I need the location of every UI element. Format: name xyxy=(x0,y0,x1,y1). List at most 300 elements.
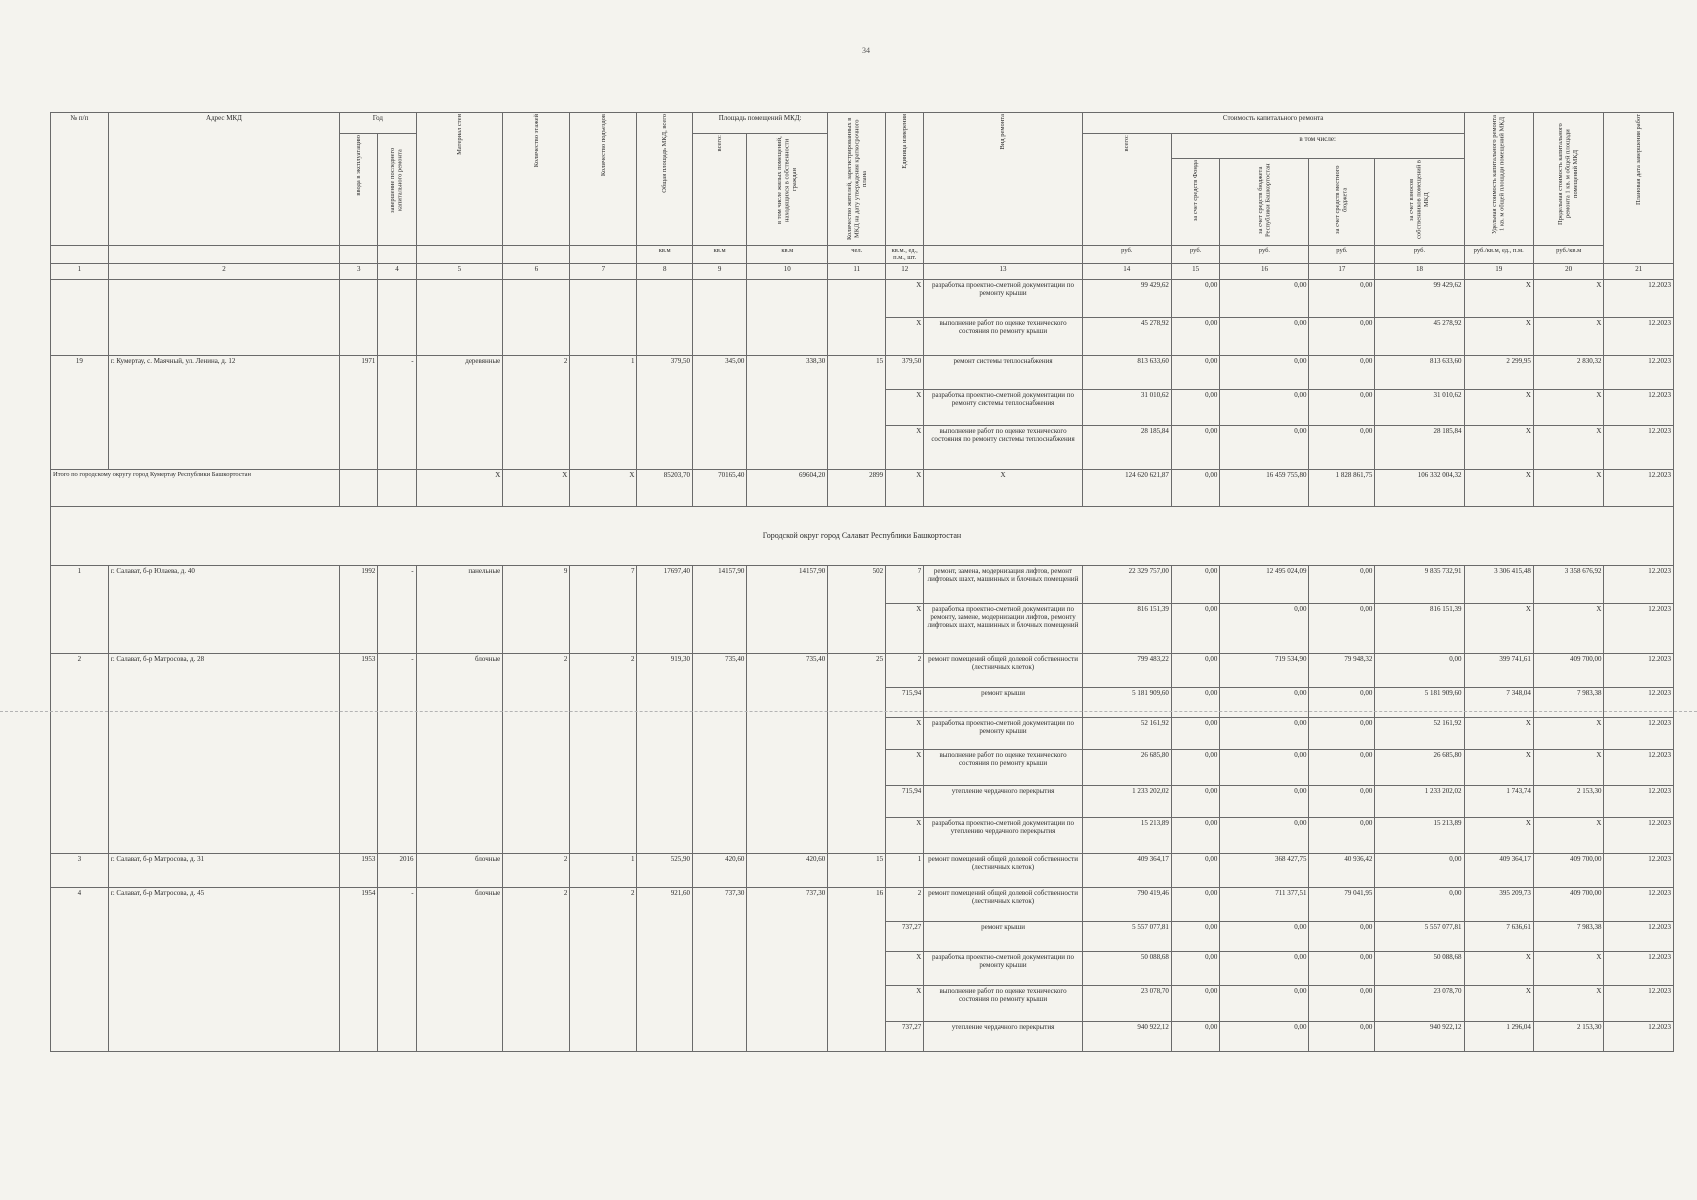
cost-budget-rb: 368 427,75 xyxy=(1220,853,1309,887)
year-last-repair: - xyxy=(378,355,416,469)
year-commissioning: 1992 xyxy=(340,565,378,653)
cost-owners: 28 185,84 xyxy=(1375,425,1464,469)
unit-cell: кв.м., ед., п.м., шт. xyxy=(886,246,924,264)
max-cost: X xyxy=(1533,985,1604,1021)
unit-value: 2 xyxy=(886,653,924,687)
header-premises-residential xyxy=(747,134,828,246)
header-planned-date xyxy=(1604,113,1674,264)
total-residential-area: 69604,20 xyxy=(747,469,828,506)
cost-total: 813 633,60 xyxy=(1082,355,1171,389)
cost-budget-local: 0,00 xyxy=(1309,565,1375,603)
wall-material: деревянные xyxy=(416,355,503,469)
cost-total: 790 419,46 xyxy=(1082,887,1171,921)
house-address: г. Салават, б-р Матросова, д. 45 xyxy=(108,887,339,1051)
cost-fund: 0,00 xyxy=(1171,389,1220,425)
cost-fund: 0,00 xyxy=(1171,749,1220,785)
cost-owners: 52 161,92 xyxy=(1375,717,1464,749)
header-work-type xyxy=(924,113,1082,246)
total-unit-cost: X xyxy=(1464,469,1533,506)
cost-budget-local: 0,00 xyxy=(1309,1021,1375,1051)
cost-fund: 0,00 xyxy=(1171,717,1220,749)
unit-cost: 3 306 415,48 xyxy=(1464,565,1533,603)
capital-repair-table xyxy=(50,112,1674,1052)
cost-owners: 45 278,92 xyxy=(1375,317,1464,355)
planned-date: 12.2023 xyxy=(1604,717,1674,749)
year-last-repair: - xyxy=(378,565,416,653)
floors-count: 2 xyxy=(503,853,570,887)
col-number: 9 xyxy=(692,263,746,279)
cost-budget-local: 0,00 xyxy=(1309,817,1375,853)
col-number: 20 xyxy=(1533,263,1604,279)
cost-budget-local: 0,00 xyxy=(1309,603,1375,653)
max-cost: X xyxy=(1533,425,1604,469)
cost-budget-local: 0,00 xyxy=(1309,749,1375,785)
cost-total: 1 233 202,02 xyxy=(1082,785,1171,817)
residents-count: 15 xyxy=(828,355,886,469)
work-type: выполнение работ по оценке технического состояния по ремонту крыши xyxy=(924,317,1082,355)
wall-material: блочные xyxy=(416,653,503,853)
total-owners: 106 332 004,32 xyxy=(1375,469,1464,506)
cost-fund: 0,00 xyxy=(1171,603,1220,653)
col-number: 21 xyxy=(1604,263,1674,279)
year-last-repair: - xyxy=(378,887,416,1051)
unit-cell: кв.м xyxy=(747,246,828,264)
total-area: 921,60 xyxy=(637,887,693,1051)
cost-owners: 813 633,60 xyxy=(1375,355,1464,389)
header-work-type-text: Вид ремонта xyxy=(999,114,1007,150)
unit-value: 737,27 xyxy=(886,1021,924,1051)
residential-area: 737,30 xyxy=(747,887,828,1051)
cost-total: 15 213,89 xyxy=(1082,817,1171,853)
unit-cost: X xyxy=(1464,817,1533,853)
header-premises-total xyxy=(692,134,746,246)
house-address: г. Кумертау, с. Маячный, ул. Ленина, д. 12 xyxy=(108,355,339,469)
work-type: разработка проектно-сметной документации по ремонту крыши xyxy=(924,717,1082,749)
cost-budget-rb: 0,00 xyxy=(1220,355,1309,389)
total-row xyxy=(51,469,1674,506)
max-cost: 409 700,00 xyxy=(1533,653,1604,687)
cost-budget-rb: 0,00 xyxy=(1220,279,1309,317)
residents-count: 16 xyxy=(828,887,886,1051)
planned-date: 12.2023 xyxy=(1604,785,1674,817)
unit-value: X xyxy=(886,985,924,1021)
cost-budget-rb: 0,00 xyxy=(1220,317,1309,355)
floors-count: 9 xyxy=(503,565,570,653)
cost-budget-rb: 711 377,51 xyxy=(1220,887,1309,921)
house-number: 1 xyxy=(51,565,109,653)
year-last-repair: 2016 xyxy=(378,853,416,887)
header-cost-budget-rb-text: за счет средств бюджета Республики Башкортостан xyxy=(1256,163,1272,237)
unit-cost: 409 364,17 xyxy=(1464,853,1533,887)
col-number: 11 xyxy=(828,263,886,279)
header-cost: Стоимость капитального ремонта xyxy=(1082,113,1464,134)
cost-budget-rb: 0,00 xyxy=(1220,687,1309,717)
header-year-commissioning-text: ввода в эксплуатацию xyxy=(355,135,363,196)
unit-value: X xyxy=(886,317,924,355)
premises-area: 735,40 xyxy=(692,653,746,853)
cost-owners: 816 151,39 xyxy=(1375,603,1464,653)
col-number: 7 xyxy=(570,263,637,279)
house-number: 3 xyxy=(51,853,109,887)
cost-fund: 0,00 xyxy=(1171,921,1220,951)
cost-total: 26 685,80 xyxy=(1082,749,1171,785)
total-residents: 2899 xyxy=(828,469,886,506)
planned-date: 12.2023 xyxy=(1604,653,1674,687)
col-number: 14 xyxy=(1082,263,1171,279)
table-row xyxy=(51,355,1674,389)
house-address: г. Салават, б-р Матросова, д. 31 xyxy=(108,853,339,887)
cost-fund: 0,00 xyxy=(1171,653,1220,687)
work-type: ремонт помещений общей долевой собственности (лестничных клеток) xyxy=(924,653,1082,687)
planned-date: 12.2023 xyxy=(1604,317,1674,355)
col-number: 3 xyxy=(340,263,378,279)
col-number: 1 xyxy=(51,263,109,279)
header-entrances-text: Количество подъездов xyxy=(599,114,607,177)
cost-budget-rb: 0,00 xyxy=(1220,985,1309,1021)
header-unit-cost-text: Удельная стоимость капитального ремонта 1 кв. м общей площади помещений МКД xyxy=(1491,114,1506,234)
cost-budget-rb: 0,00 xyxy=(1220,603,1309,653)
cost-budget-rb: 0,00 xyxy=(1220,749,1309,785)
header-planned-date-text: Плановая дата завершения работ xyxy=(1634,114,1642,206)
house-address: г. Салават, б-р Матросова, д. 28 xyxy=(108,653,339,853)
cost-owners: 50 088,68 xyxy=(1375,951,1464,985)
residents-count: 25 xyxy=(828,653,886,853)
section-title: Городской округ город Салават Республики Башкортостан xyxy=(51,506,1674,565)
unit-value: X xyxy=(886,389,924,425)
max-cost: 2 830,32 xyxy=(1533,355,1604,389)
planned-date: 12.2023 xyxy=(1604,389,1674,425)
scan-artifact-line xyxy=(0,711,1697,712)
unit-value: 7 xyxy=(886,565,924,603)
unit-value: 715,94 xyxy=(886,785,924,817)
total-date: 12.2023 xyxy=(1604,469,1674,506)
header-total-area-text: Общая площадь МКД, всего xyxy=(660,114,668,193)
col-number: 5 xyxy=(416,263,503,279)
house-number: 2 xyxy=(51,653,109,853)
cost-fund: 0,00 xyxy=(1171,565,1220,603)
cost-budget-rb: 0,00 xyxy=(1220,817,1309,853)
unit-cost: 1 296,04 xyxy=(1464,1021,1533,1051)
cost-owners: 26 685,80 xyxy=(1375,749,1464,785)
total-material: X xyxy=(503,469,570,506)
unit-cost: X xyxy=(1464,317,1533,355)
wall-material: панельные xyxy=(416,565,503,653)
unit-value: 737,27 xyxy=(886,921,924,951)
header-floors xyxy=(503,113,570,246)
cost-fund: 0,00 xyxy=(1171,985,1220,1021)
unit-cell: руб. xyxy=(1220,246,1309,264)
total-floors: X xyxy=(570,469,637,506)
header-cost-total-text: всего: xyxy=(1123,135,1131,152)
header-total-area xyxy=(637,113,693,246)
cost-total: 22 329 757,00 xyxy=(1082,565,1171,603)
unit-cost: X xyxy=(1464,425,1533,469)
cost-budget-local: 0,00 xyxy=(1309,425,1375,469)
cost-total: 23 078,70 xyxy=(1082,985,1171,1021)
header-max-cost-text: Предельная стоимость капитального ремонта 1 кв. м общей площади помещений МКД xyxy=(1557,123,1580,225)
entrances-count: 7 xyxy=(570,565,637,653)
total-max-cost: X xyxy=(1533,469,1604,506)
total-cost: 124 620 621,87 xyxy=(1082,469,1171,506)
unit-cost: X xyxy=(1464,717,1533,749)
planned-date: 12.2023 xyxy=(1604,921,1674,951)
cost-fund: 0,00 xyxy=(1171,425,1220,469)
header-cost-budget-rb xyxy=(1220,159,1309,246)
cost-fund: 0,00 xyxy=(1171,1021,1220,1051)
cost-budget-local: 0,00 xyxy=(1309,355,1375,389)
header-unit-measure-text: Единица измерения xyxy=(900,114,908,169)
table-row xyxy=(51,853,1674,887)
col-number: 12 xyxy=(886,263,924,279)
cost-budget-local: 0,00 xyxy=(1309,317,1375,355)
planned-date: 12.2023 xyxy=(1604,951,1674,985)
units-row xyxy=(51,246,1674,264)
cost-fund: 0,00 xyxy=(1171,785,1220,817)
year-commissioning: 1953 xyxy=(340,853,378,887)
house-address: г. Салават, б-р Юлаева, д. 40 xyxy=(108,565,339,653)
max-cost: X xyxy=(1533,817,1604,853)
cost-budget-rb: 719 534,90 xyxy=(1220,653,1309,687)
max-cost: X xyxy=(1533,603,1604,653)
year-commissioning: 1953 xyxy=(340,653,378,853)
cost-owners: 9 835 732,91 xyxy=(1375,565,1464,603)
work-type: утепление чердачного перекрытия xyxy=(924,785,1082,817)
header-no: № п/п xyxy=(51,113,109,246)
unit-value: 2 xyxy=(886,887,924,921)
unit-cost: 2 299,95 xyxy=(1464,355,1533,389)
unit-cell: руб. xyxy=(1171,246,1220,264)
max-cost: X xyxy=(1533,951,1604,985)
work-type: разработка проектно-сметной документации по ремонту крыши xyxy=(924,951,1082,985)
cost-total: 31 010,62 xyxy=(1082,389,1171,425)
cost-total: 52 161,92 xyxy=(1082,717,1171,749)
planned-date: 12.2023 xyxy=(1604,1021,1674,1051)
unit-value: X xyxy=(886,717,924,749)
planned-date: 12.2023 xyxy=(1604,687,1674,717)
total-year: X xyxy=(416,469,503,506)
header-year-last-repair xyxy=(378,134,416,246)
total-premises-area: 70165,40 xyxy=(692,469,746,506)
col-number: 8 xyxy=(637,263,693,279)
cost-total: 28 185,84 xyxy=(1082,425,1171,469)
cost-owners: 99 429,62 xyxy=(1375,279,1464,317)
max-cost: 7 983,38 xyxy=(1533,921,1604,951)
cost-owners: 0,00 xyxy=(1375,653,1464,687)
unit-cell: кв.м xyxy=(692,246,746,264)
max-cost: 2 153,30 xyxy=(1533,785,1604,817)
work-type: утепление чердачного перекрытия xyxy=(924,1021,1082,1051)
max-cost: 409 700,00 xyxy=(1533,887,1604,921)
unit-value: X xyxy=(886,425,924,469)
cost-total: 50 088,68 xyxy=(1082,951,1171,985)
cost-total: 5 557 077,81 xyxy=(1082,921,1171,951)
cost-budget-rb: 0,00 xyxy=(1220,425,1309,469)
floors-count: 2 xyxy=(503,653,570,853)
header-cost-incl: в том числе: xyxy=(1171,134,1464,159)
max-cost: X xyxy=(1533,389,1604,425)
col-number: 4 xyxy=(378,263,416,279)
unit-cell: руб. xyxy=(1375,246,1464,264)
planned-date: 12.2023 xyxy=(1604,279,1674,317)
residential-area: 735,40 xyxy=(747,653,828,853)
unit-value: X xyxy=(886,603,924,653)
header-cost-fund-text: за счет средств Фонда xyxy=(1191,160,1199,222)
work-type: ремонт крыши xyxy=(924,921,1082,951)
header-wall-material xyxy=(416,113,503,246)
unit-cost: X xyxy=(1464,279,1533,317)
unit-cost: X xyxy=(1464,749,1533,785)
col-number: 18 xyxy=(1375,263,1464,279)
max-cost: X xyxy=(1533,279,1604,317)
cost-owners: 5 181 909,60 xyxy=(1375,687,1464,717)
header-cost-total xyxy=(1082,134,1171,246)
unit-cost: 7 636,61 xyxy=(1464,921,1533,951)
cost-owners: 0,00 xyxy=(1375,887,1464,921)
col-number: 17 xyxy=(1309,263,1375,279)
unit-cell: кв.м xyxy=(637,246,693,264)
header-wall-material-text: Материал стен xyxy=(455,114,463,155)
cost-budget-local: 40 936,42 xyxy=(1309,853,1375,887)
work-type: выполнение работ по оценке технического состояния по ремонту системы теплоснабжения xyxy=(924,425,1082,469)
entrances-count: 1 xyxy=(570,355,637,469)
cost-budget-rb: 0,00 xyxy=(1220,1021,1309,1051)
header-unit-cost xyxy=(1464,113,1533,246)
unit-cell: руб./кв.м, ед., п.м. xyxy=(1464,246,1533,264)
total-area: 919,30 xyxy=(637,653,693,853)
premises-area: 345,00 xyxy=(692,355,746,469)
unit-value: 379,50 xyxy=(886,355,924,389)
cost-fund: 0,00 xyxy=(1171,279,1220,317)
cost-total: 45 278,92 xyxy=(1082,317,1171,355)
cost-owners: 23 078,70 xyxy=(1375,985,1464,1021)
header-residents-text: Количество жителей, зарегистрированных в МКД на дату утверждения краткосрочного плана xyxy=(845,117,868,241)
total-budget-local: 1 828 861,75 xyxy=(1309,469,1375,506)
planned-date: 12.2023 xyxy=(1604,355,1674,389)
col-number: 19 xyxy=(1464,263,1533,279)
header-cost-owners-text: за счет взносов собственников помещений в МКД xyxy=(1408,160,1431,240)
cost-fund: 0,00 xyxy=(1171,887,1220,921)
unit-cell: руб. xyxy=(1309,246,1375,264)
header-unit-measure xyxy=(886,113,924,246)
header-premises-residential-text: в том числе жилых помещений, находящихся в собственности граждан xyxy=(776,136,799,224)
cost-budget-local: 0,00 xyxy=(1309,785,1375,817)
header-year: Год xyxy=(340,113,416,134)
cost-fund: 0,00 xyxy=(1171,317,1220,355)
cost-owners: 5 557 077,81 xyxy=(1375,921,1464,951)
cost-budget-local: 0,00 xyxy=(1309,389,1375,425)
table-row xyxy=(51,279,1674,317)
total-empty xyxy=(340,469,378,506)
col-number: 15 xyxy=(1171,263,1220,279)
work-type: выполнение работ по оценке технического состояния по ремонту крыши xyxy=(924,985,1082,1021)
unit-cost: 395 209,73 xyxy=(1464,887,1533,921)
planned-date: 12.2023 xyxy=(1604,853,1674,887)
cost-budget-local: 0,00 xyxy=(1309,921,1375,951)
col-number: 2 xyxy=(108,263,339,279)
cost-budget-rb: 0,00 xyxy=(1220,785,1309,817)
residential-area: 338,30 xyxy=(747,355,828,469)
unit-value: X xyxy=(886,749,924,785)
header-premises-total-text: всего: xyxy=(715,135,723,152)
table-row xyxy=(51,565,1674,603)
unit-cell: чел. xyxy=(828,246,886,264)
unit-value: 715,94 xyxy=(886,687,924,717)
header-row xyxy=(51,113,1674,134)
total-work: X xyxy=(924,469,1082,506)
header-entrances xyxy=(570,113,637,246)
cost-owners: 31 010,62 xyxy=(1375,389,1464,425)
unit-cell: руб. xyxy=(1082,246,1171,264)
cost-fund: 0,00 xyxy=(1171,951,1220,985)
cost-total: 409 364,17 xyxy=(1082,853,1171,887)
planned-date: 12.2023 xyxy=(1604,425,1674,469)
unit-value: X xyxy=(886,951,924,985)
total-unit: X xyxy=(886,469,924,506)
col-number: 13 xyxy=(924,263,1082,279)
house-number: 19 xyxy=(51,355,109,469)
unit-value: 1 xyxy=(886,853,924,887)
residential-area: 420,60 xyxy=(747,853,828,887)
floors-count: 2 xyxy=(503,355,570,469)
cost-budget-rb: 0,00 xyxy=(1220,921,1309,951)
header-premises-area: Площадь помещений МКД: xyxy=(692,113,827,134)
cost-total: 5 181 909,60 xyxy=(1082,687,1171,717)
header-max-cost xyxy=(1533,113,1604,246)
cost-budget-local: 0,00 xyxy=(1309,717,1375,749)
column-numbers-row xyxy=(51,263,1674,279)
cost-budget-rb: 12 495 024,09 xyxy=(1220,565,1309,603)
work-type: выполнение работ по оценке технического состояния по ремонту крыши xyxy=(924,749,1082,785)
unit-cost: X xyxy=(1464,985,1533,1021)
residents-count: 502 xyxy=(828,565,886,653)
entrances-count: 2 xyxy=(570,653,637,853)
max-cost: 3 358 676,92 xyxy=(1533,565,1604,603)
cost-budget-rb: 0,00 xyxy=(1220,389,1309,425)
work-type: разработка проектно-сметной документации по ремонту, замене, модернизации лифтов, ремонту лифтовых шахт, машинных и блочных помещений xyxy=(924,603,1082,653)
col-number: 16 xyxy=(1220,263,1309,279)
residents-count: 15 xyxy=(828,853,886,887)
cost-budget-local: 0,00 xyxy=(1309,951,1375,985)
work-type: разработка проектно-сметной документации по ремонту системы теплоснабжения xyxy=(924,389,1082,425)
entrances-count: 1 xyxy=(570,853,637,887)
planned-date: 12.2023 xyxy=(1604,887,1674,921)
work-type: ремонт крыши xyxy=(924,687,1082,717)
premises-area: 420,60 xyxy=(692,853,746,887)
year-commissioning: 1954 xyxy=(340,887,378,1051)
unit-cost: X xyxy=(1464,951,1533,985)
floors-count: 2 xyxy=(503,887,570,1051)
total-area: 379,50 xyxy=(637,355,693,469)
cost-owners: 15 213,89 xyxy=(1375,817,1464,853)
unit-cell: руб./кв.м xyxy=(1533,246,1604,264)
unit-cost: X xyxy=(1464,603,1533,653)
header-cost-fund xyxy=(1171,159,1220,246)
total-empty xyxy=(378,469,416,506)
cost-owners: 0,00 xyxy=(1375,853,1464,887)
unit-cost: X xyxy=(1464,389,1533,425)
wall-material: блочные xyxy=(416,887,503,1051)
total-budget-rb: 16 459 755,80 xyxy=(1220,469,1309,506)
house-number: 4 xyxy=(51,887,109,1051)
header-cost-owners xyxy=(1375,159,1464,246)
cost-budget-rb: 0,00 xyxy=(1220,717,1309,749)
work-type: ремонт помещений общей долевой собственности (лестничных клеток) xyxy=(924,887,1082,921)
work-type: ремонт помещений общей долевой собственности (лестничных клеток) xyxy=(924,853,1082,887)
unit-cost: 1 743,74 xyxy=(1464,785,1533,817)
cost-owners: 940 922,12 xyxy=(1375,1021,1464,1051)
cost-budget-local: 79 948,32 xyxy=(1309,653,1375,687)
total-fund: 0,00 xyxy=(1171,469,1220,506)
